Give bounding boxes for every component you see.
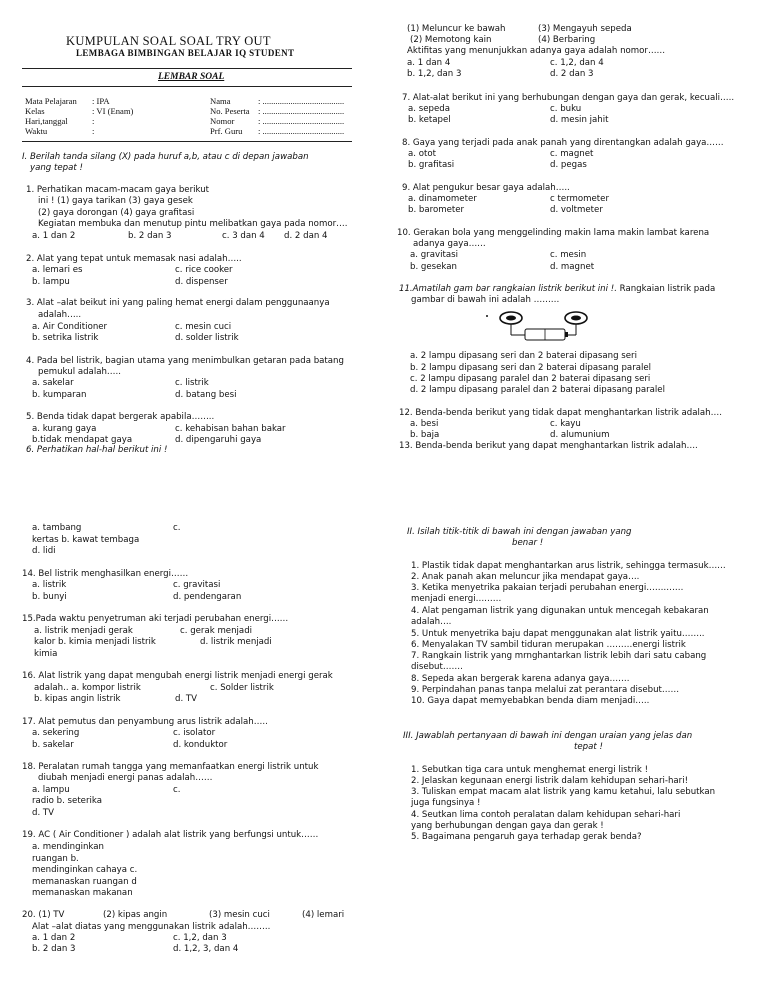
answer-option[interactable]: kertas b. kawat tembaga <box>32 535 140 545</box>
answer-option[interactable]: memanaskan makanan <box>32 888 133 898</box>
answer-option[interactable]: b. 2 dan 3 <box>128 231 172 241</box>
question-stem: 12. Benda-benda berikut yang tidak dapat menghantarkan listrik adalah…. <box>399 408 722 418</box>
sheet-label: LEMBAR SOAL <box>158 72 225 82</box>
question-stem: (4) Berbaring <box>538 35 596 45</box>
answer-option[interactable]: c. 2 lampu dipasang paralel dan 2 baterai dipasang seri <box>410 374 651 384</box>
answer-option[interactable]: b.tidak mendapat gaya <box>32 435 133 445</box>
question-stem: (3) Mengayuh sepeda <box>538 24 632 34</box>
answer-option[interactable]: a. 2 lampu dipasang seri dan 2 baterai dipasang seri <box>410 351 637 361</box>
question-stem: 18. Peralatan rumah tangga yang memanfaatkan energi listrik untuk <box>22 762 319 772</box>
answer-option[interactable]: d. pegas <box>550 160 587 170</box>
question-stem: (1) Meluncur ke bawah <box>407 24 506 34</box>
question-stem: adanya gaya…… <box>413 239 486 249</box>
answer-option[interactable]: b. kumparan <box>32 390 87 400</box>
info-label: Prf. Guru <box>210 126 243 136</box>
question-stem-rest: Rangkaian listrik pada <box>616 284 716 294</box>
answer-option[interactable]: c. 1,2, dan 3 <box>173 933 227 943</box>
answer-option[interactable]: a. kurang gaya <box>32 424 97 434</box>
question-stem: adalah….. <box>38 310 82 320</box>
question-stem: (3) mesin cuci <box>209 910 270 920</box>
info-label: Hari,tanggal <box>25 116 68 126</box>
answer-option[interactable]: c. isolator <box>173 728 216 738</box>
info-label: Waktu <box>25 126 48 136</box>
essay-item: 3. Tuliskan empat macam alat listrik yang kamu ketahui, lalu sebutkan <box>411 787 716 797</box>
fill-in-item: 4. Alat pengaman listrik yang digunakan untuk mencegah kebakaran <box>411 606 709 616</box>
info-value: : IPA <box>92 96 110 106</box>
info-label: Nomor <box>210 116 235 126</box>
answer-option[interactable]: a. otot <box>408 149 436 159</box>
answer-option[interactable]: d. 2 lampu dipasang paralel dan 2 baterai dipasang paralel <box>410 385 665 395</box>
fill-in-item: 7. Rangkain listrik yang mrnghantarkan listrik lebih dari satu cabang <box>411 651 707 661</box>
answer-option[interactable]: b. grafitasi <box>408 160 455 170</box>
answer-option[interactable]: d. batang besi <box>175 390 237 400</box>
question-stem: 20. (1) TV <box>22 910 65 920</box>
question-stem: 7. Alat-alat berikut ini yang berhubungan dengan gaya dan gerak, kecuali….. <box>402 93 735 103</box>
answer-option[interactable]: c. gravitasi <box>173 580 221 590</box>
answer-option[interactable]: kalor b. kimia menjadi listrik <box>34 637 156 647</box>
question-6-stem: 6. Perhatikan hal-hal berikut ini ! <box>26 445 168 455</box>
info-value: : ...................................... <box>258 96 345 106</box>
question-stem: 17. Alat pemutus dan penyambung arus listrik adalah….. <box>22 717 268 727</box>
info-label: Kelas <box>25 106 45 116</box>
section1-instruction: yang tepat ! <box>30 163 83 173</box>
question-stem: gambar di bawah ini adalah ……… <box>411 295 560 305</box>
answer-option[interactable]: d. 1,2, 3, dan 4 <box>173 944 239 954</box>
answer-option[interactable]: c. listrik <box>175 378 209 388</box>
info-label: No. Peserta <box>210 106 250 116</box>
section2-instruction: benar ! <box>512 538 544 548</box>
essay-item: 4. Seutkan lima contoh peralatan dalam kehidupan sehari-hari <box>411 810 681 820</box>
answer-option[interactable]: a. sakelar <box>32 378 74 388</box>
answer-option[interactable]: d. magnet <box>550 262 595 272</box>
answer-option[interactable]: b. barometer <box>408 205 465 215</box>
answer-option[interactable]: c. buku <box>550 104 582 114</box>
question-stem <box>399 284 715 295</box>
question-13-stem: 13. Benda-benda berikut yang dapat menghantarkan listrik adalah…. <box>399 441 698 451</box>
answer-option[interactable]: d. alumunium <box>550 430 610 440</box>
info-label: Nama <box>210 96 231 106</box>
answer-option[interactable]: b. setrika listrik <box>32 333 99 343</box>
fill-in-item: 8. Sepeda akan bergerak karena adanya gaya……. <box>411 674 630 684</box>
answer-option[interactable]: c. 3 dan 4 <box>222 231 265 241</box>
fill-in-item: adalah…. <box>411 617 452 627</box>
answer-option[interactable]: d. pendengaran <box>173 592 242 602</box>
question-stem: ini ! (1) gaya tarikan (3) gaya gesek <box>38 196 193 206</box>
fill-in-item: 1. Plastik tidak dapat menghantarkan arus listrik, sehingga termasuk…… <box>411 561 726 571</box>
answer-option[interactable]: d. 2 dan 3 <box>550 69 594 79</box>
fill-in-item: 5. Untuk menyetrika baju dapat menggunakan alat listrik yaitu…….. <box>411 629 705 639</box>
question-stem: 9. Alat pengukur besar gaya adalah….. <box>402 183 570 193</box>
question-stem: 5. Benda tidak dapat bergerak apabila…….. <box>26 412 215 422</box>
question-stem: (4) lemari <box>302 910 345 920</box>
answer-option[interactable]: c. kayu <box>550 419 581 429</box>
info-value: : ...................................... <box>258 126 345 136</box>
question-stem: (2) kipas angin <box>103 910 168 920</box>
answer-option[interactable]: adalah.. a. kompor listrik <box>34 683 141 693</box>
answer-option[interactable]: kimia <box>34 649 58 659</box>
essay-item: yang berhubungan dengan gaya dan gerak ! <box>411 821 604 831</box>
info-value: : <box>92 116 95 126</box>
question-stem: pemukul adalah….. <box>38 367 121 377</box>
answer-option[interactable]: b. 1,2, dan 3 <box>407 69 462 79</box>
section1-instruction: I. Berilah tanda silang (X) pada huruf a,b, atau c di depan jawaban <box>22 152 309 162</box>
essay-item: 2. Jelaskan kegunaan energi listrik dalam kehidupan sehari-hari! <box>411 776 689 786</box>
answer-option[interactable]: a. dinamometer <box>408 194 477 204</box>
essay-item: 5. Bagaimana pengaruh gaya terhadap gerak benda? <box>411 832 642 842</box>
answer-option[interactable]: b. baja <box>410 430 440 440</box>
answer-option[interactable]: b. kipas angin listrik <box>34 694 121 704</box>
header-rule-top <box>22 68 352 69</box>
fill-in-item: 10. Gaya dapat memyebabkan benda diam menjadi….. <box>411 696 650 706</box>
answer-option[interactable]: a. Air Conditioner <box>32 322 108 332</box>
answer-option[interactable]: ruangan b. <box>32 854 79 864</box>
answer-option[interactable]: memanaskan ruangan d <box>32 877 137 887</box>
answer-option[interactable]: a. sepeda <box>408 104 450 114</box>
question-stem: 1. Perhatikan macam-macam gaya berikut <box>26 185 210 195</box>
answer-option[interactable]: d. dispenser <box>175 277 228 287</box>
section3-instruction: III. Jawablah pertanyaan di bawah ini dengan uraian yang jelas dan <box>403 731 693 741</box>
answer-option[interactable]: a. 1 dan 2 <box>32 933 76 943</box>
lamp-left-icon <box>500 312 522 335</box>
answer-option[interactable]: d. mesin jahit <box>550 115 609 125</box>
fill-in-item: 3. Ketika menyetrika pakaian terjadi perubahan energi…………. <box>411 583 684 593</box>
question-stem: Alat –alat diatas yang menggunakan listrik adalah…….. <box>32 922 271 932</box>
answer-option[interactable]: d. konduktor <box>173 740 228 750</box>
fill-in-item: disebut……. <box>411 662 463 672</box>
answer-option[interactable]: c. gerak menjadi <box>180 626 253 636</box>
question-stem-italic: 11.Amatilah gam bar rangkaian listrik berikut ini !. <box>399 284 617 294</box>
answer-option[interactable]: a. listrik menjadi gerak <box>34 626 133 636</box>
info-value: : <box>92 126 95 136</box>
answer-option[interactable]: b. lampu <box>32 277 70 287</box>
fill-in-item: 9. Perpindahan panas tanpa melalui zat perantara disebut…… <box>411 685 680 695</box>
fill-in-item: 6. Menyalakan TV sambil tiduran merupakan ………energi listrik <box>411 640 686 650</box>
fill-in-item: menjadi energi……… <box>411 594 502 604</box>
answer-option[interactable]: b. ketapel <box>408 115 451 125</box>
answer-option[interactable]: d. lidi <box>32 546 56 556</box>
answer-option[interactable]: a. tambang <box>32 523 82 533</box>
question-stem: 16. Alat listrik yang dapat mengubah energi listrik menjadi energi gerak <box>22 671 333 681</box>
answer-option[interactable]: a. mendinginkan <box>32 842 104 852</box>
question-stem: (2) gaya dorongan (4) gaya grafitasi <box>38 208 195 218</box>
info-value: : VI (Enam) <box>92 106 134 116</box>
answer-option[interactable]: a. listrik <box>32 580 67 590</box>
question-stem: 15.Pada waktu penyetruman aki terjadi perubahan energi…… <box>22 614 289 624</box>
answer-option[interactable]: b. sakelar <box>32 740 74 750</box>
answer-option[interactable]: b. 2 lampu dipasang seri dan 2 baterai dipasang paralel <box>410 363 652 373</box>
section3-instruction: tepat ! <box>574 742 603 752</box>
question-stem: diubah menjadi energi panas adalah…… <box>38 773 213 783</box>
question-stem: 14. Bel listrik menghasilkan energi…… <box>22 569 189 579</box>
battery-icon <box>525 329 568 340</box>
answer-option[interactable]: c. mesin cuci <box>175 322 232 332</box>
answer-option[interactable]: d. TV <box>175 694 198 704</box>
institution-name: LEMBAGA BIMBINGAN BELAJAR IQ STUDENT <box>76 48 295 58</box>
circuit-diagram <box>485 306 600 346</box>
answer-option[interactable]: d. solder listrik <box>175 333 239 343</box>
answer-option[interactable]: a. lampu <box>32 785 70 795</box>
answer-option[interactable]: a. sekering <box>32 728 80 738</box>
info-value: : ...................................... <box>258 116 345 126</box>
answer-option[interactable]: a. gravitasi <box>410 250 458 260</box>
answer-option[interactable]: d. dipengaruhi gaya <box>175 435 262 445</box>
answer-option[interactable]: d. listrik menjadi <box>200 637 272 647</box>
fill-in-item: 2. Anak panah akan meluncur jika mendapat gaya…. <box>411 572 640 582</box>
answer-option[interactable]: a. 1 dan 2 <box>32 231 76 241</box>
question-stem: 19. AC ( Air Conditioner ) adalah alat listrik yang berfungsi untuk…… <box>22 830 319 840</box>
answer-option[interactable]: d. voltmeter <box>550 205 603 215</box>
answer-option[interactable]: c. <box>173 785 181 795</box>
answer-option[interactable]: c. rice cooker <box>175 265 233 275</box>
answer-option[interactable]: b. bunyi <box>32 592 67 602</box>
essay-item: 1. Sebutkan tiga cara untuk menghemat energi listrik ! <box>411 765 649 775</box>
answer-option[interactable]: b. gesekan <box>410 262 457 272</box>
question-stem: 10. Gerakan bola yang menggelinding makin lama makin lambat karena <box>397 228 710 238</box>
question-stem: Kegiatan membuka dan menutup pintu melibatkan gaya pada nomor…. <box>38 219 348 229</box>
header-rule-mid <box>22 86 352 87</box>
question-stem: 8. Gaya yang terjadi pada anak panah yang direntangkan adalah gaya…… <box>402 138 724 148</box>
question-stem: (2) Memotong kain <box>410 35 492 45</box>
answer-option[interactable]: a. 1 dan 4 <box>407 58 451 68</box>
info-label: Mata Pelajaran <box>25 96 77 106</box>
answer-option[interactable]: radio b. seterika <box>32 796 102 806</box>
answer-option[interactable]: c. 1,2, dan 4 <box>550 58 604 68</box>
question-stem: Aktifitas yang menunjukkan adanya gaya adalah nomor…… <box>407 46 666 56</box>
answer-option[interactable]: c. <box>173 523 181 533</box>
answer-option[interactable]: c. kehabisan bahan bakar <box>175 424 286 434</box>
answer-option[interactable]: d. TV <box>32 808 55 818</box>
answer-option[interactable]: c. Solder listrik <box>210 683 274 693</box>
question-stem: 4. Pada bel listrik, bagian utama yang menimbulkan getaran pada batang <box>26 356 344 366</box>
lamp-right-icon <box>565 312 587 335</box>
answer-option[interactable]: b. 2 dan 3 <box>32 944 76 954</box>
question-stem: 3. Alat –alat beikut ini yang paling hemat energi dalam penggunaanya <box>26 298 330 308</box>
page-title: KUMPULAN SOAL SOAL TRY OUT <box>66 34 271 48</box>
question-stem: 2. Alat yang tepat untuk memasak nasi adalah….. <box>26 254 242 264</box>
answer-option[interactable]: a. lemari es <box>32 265 83 275</box>
answer-option[interactable]: c termometer <box>550 194 609 204</box>
answer-option[interactable]: mendinginkan cahaya c. <box>32 865 138 875</box>
section2-instruction: II. Isilah titik-titik di bawah ini dengan jawaban yang <box>407 527 632 537</box>
answer-option[interactable]: d. 2 dan 4 <box>284 231 328 241</box>
answer-option[interactable]: c. mesin <box>550 250 587 260</box>
answer-option[interactable]: c. magnet <box>550 149 594 159</box>
essay-item: juga fungsinya ! <box>411 798 481 808</box>
header-rule-bottom <box>22 141 352 142</box>
info-value: : ...................................... <box>258 106 345 116</box>
answer-option[interactable]: a. besi <box>410 419 439 429</box>
